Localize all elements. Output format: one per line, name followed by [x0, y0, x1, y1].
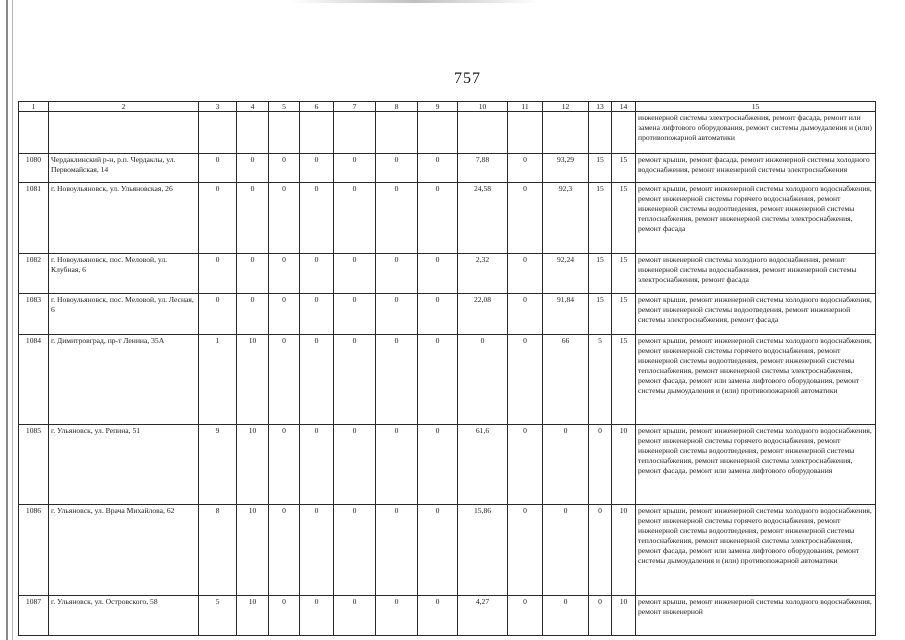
column-header: 13 [589, 102, 612, 112]
value-cell: 0 [418, 335, 458, 425]
value-cell: 0 [508, 154, 543, 183]
works-cell: инженерной системы электроснабжения, ремонт фасада, ремонт или замена лифтового оборудования, ремонт системы дымоудаления и (или) противопожарной автоматики [636, 112, 876, 154]
value-cell: 0 [199, 294, 237, 335]
row-number-cell: 1086 [19, 505, 49, 596]
row-number-cell: 1080 [19, 154, 49, 183]
value-cell: 0 [300, 335, 334, 425]
value-cell: 9 [199, 425, 237, 505]
value-cell: 0 [376, 183, 418, 254]
value-cell [543, 112, 589, 154]
register-table [18, 101, 876, 636]
value-cell [508, 112, 543, 154]
value-cell: 0 [376, 335, 418, 425]
value-cell: 92,24 [543, 254, 589, 294]
value-cell [269, 112, 300, 154]
value-cell: 0 [237, 154, 269, 183]
address-cell: г. Ульяновск, ул. Репина, 51 [49, 425, 199, 505]
value-cell: 4,27 [458, 596, 508, 636]
value-cell: 0 [589, 425, 612, 505]
column-header: 3 [199, 102, 237, 112]
value-cell [418, 112, 458, 154]
value-cell: 0 [376, 154, 418, 183]
value-cell: 10 [237, 425, 269, 505]
value-cell: 0 [334, 596, 376, 636]
value-cell: 0 [300, 183, 334, 254]
value-cell: 15 [612, 183, 636, 254]
value-cell: 0 [543, 505, 589, 596]
value-cell: 0 [300, 425, 334, 505]
value-cell: 15 [589, 294, 612, 335]
table-row [19, 425, 876, 505]
value-cell: 10 [612, 596, 636, 636]
column-header: 1 [19, 102, 49, 112]
page-number: 757 [454, 70, 481, 87]
value-cell: 10 [237, 505, 269, 596]
column-header: 10 [458, 102, 508, 112]
value-cell [612, 112, 636, 154]
value-cell: 22,08 [458, 294, 508, 335]
column-number-row [19, 102, 876, 112]
value-cell [334, 112, 376, 154]
works-cell: ремонт инженерной системы холодного водоснабжения, ремонт инженерной системы водоснабжения, ремонт инженерной системы электроснабжения, ремонт фасада [636, 254, 876, 294]
value-cell: 1 [199, 335, 237, 425]
value-cell: 0 [269, 505, 300, 596]
value-cell: 0 [269, 294, 300, 335]
address-cell: г. Новоульяновск, пос. Меловой, ул. Лесная, 6 [49, 294, 199, 335]
value-cell: 0 [376, 294, 418, 335]
value-cell: 0 [508, 596, 543, 636]
value-cell: 92,3 [543, 183, 589, 254]
value-cell: 2,32 [458, 254, 508, 294]
value-cell: 0 [199, 254, 237, 294]
table-row [19, 335, 876, 425]
value-cell: 5 [589, 335, 612, 425]
table-row [19, 112, 876, 154]
value-cell: 0 [543, 596, 589, 636]
value-cell: 0 [334, 154, 376, 183]
address-cell: Чердаклинский р-н, р.п. Чердаклы, ул. Первомайская, 14 [49, 154, 199, 183]
value-cell: 0 [418, 183, 458, 254]
table-row [19, 183, 876, 254]
column-header: 2 [49, 102, 199, 112]
column-header: 8 [376, 102, 418, 112]
value-cell: 0 [199, 183, 237, 254]
value-cell: 61,6 [458, 425, 508, 505]
table-row [19, 254, 876, 294]
value-cell: 93,29 [543, 154, 589, 183]
value-cell: 0 [418, 294, 458, 335]
column-header: 14 [612, 102, 636, 112]
row-number-cell: 1083 [19, 294, 49, 335]
value-cell [458, 112, 508, 154]
value-cell: 0 [269, 183, 300, 254]
column-header: 12 [543, 102, 589, 112]
value-cell: 0 [508, 335, 543, 425]
value-cell: 0 [508, 254, 543, 294]
table-row [19, 505, 876, 596]
value-cell: 0 [334, 425, 376, 505]
value-cell: 0 [418, 596, 458, 636]
row-number-cell [19, 112, 49, 154]
value-cell: 0 [269, 254, 300, 294]
value-cell: 15 [589, 183, 612, 254]
value-cell: 0 [508, 425, 543, 505]
value-cell: 0 [199, 154, 237, 183]
value-cell: 24,58 [458, 183, 508, 254]
value-cell: 0 [334, 294, 376, 335]
value-cell: 0 [418, 505, 458, 596]
table-row [19, 294, 876, 335]
value-cell: 15 [612, 294, 636, 335]
column-header: 15 [636, 102, 876, 112]
value-cell: 0 [300, 154, 334, 183]
value-cell [237, 112, 269, 154]
value-cell: 0 [237, 254, 269, 294]
scan-artifact [290, 0, 540, 3]
value-cell: 0 [334, 254, 376, 294]
value-cell: 0 [508, 505, 543, 596]
value-cell: 5 [199, 596, 237, 636]
value-cell: 66 [543, 335, 589, 425]
value-cell: 10 [237, 596, 269, 636]
row-number-cell: 1087 [19, 596, 49, 636]
value-cell: 15 [612, 154, 636, 183]
value-cell: 0 [237, 183, 269, 254]
value-cell: 15,86 [458, 505, 508, 596]
works-cell: ремонт крыши, ремонт инженерной системы холодного водоснабжения, ремонт инженерной системы горячего водоснабжения, ремонт инженерной системы водоотведения, ремонт инженерной системы теплоснабжения, ремонт инженерной системы электроснабжения, ремонт фасада, ремонт или замена лифтового оборудования, ремонт системы дымоудаления и (или) противопожарной автоматики [636, 335, 876, 425]
row-number-cell: 1084 [19, 335, 49, 425]
value-cell: 0 [269, 154, 300, 183]
value-cell [300, 112, 334, 154]
value-cell: 0 [269, 425, 300, 505]
value-cell: 0 [269, 335, 300, 425]
address-cell: г. Ульяновск, ул. Врача Михайлова, 62 [49, 505, 199, 596]
row-number-cell: 1085 [19, 425, 49, 505]
table-row [19, 596, 876, 636]
works-cell: ремонт крыши, ремонт инженерной системы холодного водоснабжения, ремонт инженерной системы горячего водоснабжения, ремонт инженерной системы водоотведения, ремонт инженерной системы теплоснабжения, ремонт инженерной системы электроснабжения, ремонт фасада [636, 183, 876, 254]
value-cell: 0 [300, 294, 334, 335]
column-header: 9 [418, 102, 458, 112]
value-cell: 10 [612, 425, 636, 505]
value-cell: 0 [300, 505, 334, 596]
value-cell: 10 [237, 335, 269, 425]
value-cell: 0 [376, 596, 418, 636]
value-cell: 0 [269, 596, 300, 636]
value-cell [376, 112, 418, 154]
value-cell: 0 [376, 254, 418, 294]
value-cell: 15 [612, 335, 636, 425]
value-cell: 0 [458, 335, 508, 425]
value-cell: 0 [334, 505, 376, 596]
value-cell: 0 [543, 425, 589, 505]
address-cell: г. Димитровград, пр-т Ленина, 35А [49, 335, 199, 425]
column-header: 5 [269, 102, 300, 112]
works-cell: ремонт крыши, ремонт фасада, ремонт инженерной системы холодного водоснабжения, ремонт инженерной системы электроснабжения [636, 154, 876, 183]
column-header: 6 [300, 102, 334, 112]
value-cell [589, 112, 612, 154]
value-cell: 0 [418, 254, 458, 294]
value-cell: 0 [376, 425, 418, 505]
value-cell: 0 [418, 425, 458, 505]
table-row [19, 154, 876, 183]
value-cell: 0 [334, 335, 376, 425]
address-cell [49, 112, 199, 154]
value-cell: 10 [612, 505, 636, 596]
value-cell [199, 112, 237, 154]
value-cell: 15 [589, 154, 612, 183]
value-cell: 15 [612, 254, 636, 294]
value-cell: 0 [508, 183, 543, 254]
column-header: 4 [237, 102, 269, 112]
value-cell: 0 [334, 183, 376, 254]
address-cell: г. Ульяновск, ул. Островского, 58 [49, 596, 199, 636]
works-cell: ремонт крыши, ремонт инженерной системы холодного водоснабжения, ремонт инженерной [636, 596, 876, 636]
value-cell: 8 [199, 505, 237, 596]
value-cell: 0 [508, 294, 543, 335]
address-cell: г. Новоульяновск, ул. Ульяновская, 26 [49, 183, 199, 254]
works-cell: ремонт крыши, ремонт инженерной системы холодного водоснабжения, ремонт инженерной системы горячего водоснабжения, ремонт инженерной системы водоотведения, ремонт инженерной системы теплоснабжения, ремонт инженерной системы электроснабжения, ремонт фасада, ремонт или замена лифтового оборудования [636, 425, 876, 505]
value-cell: 0 [589, 505, 612, 596]
works-cell: ремонт крыши, ремонт инженерной системы холодного водоснабжения, ремонт инженерной системы горячего водоснабжения, ремонт инженерной системы водоотведения, ремонт инженерной системы теплоснабжения, ремонт инженерной системы электроснабжения, ремонт фасада, ремонт или замена лифтового оборудования, ремонт системы дымоудаления и (или) противопожарной автоматики [636, 505, 876, 596]
value-cell: 91,84 [543, 294, 589, 335]
value-cell: 7,88 [458, 154, 508, 183]
row-number-cell: 1081 [19, 183, 49, 254]
address-cell: г. Новоульяновск, пос. Меловой, ул. Клубная, 6 [49, 254, 199, 294]
value-cell: 0 [300, 254, 334, 294]
value-cell: 0 [418, 154, 458, 183]
row-number-cell: 1082 [19, 254, 49, 294]
value-cell: 0 [300, 596, 334, 636]
value-cell: 15 [589, 254, 612, 294]
column-header: 11 [508, 102, 543, 112]
value-cell: 0 [237, 294, 269, 335]
value-cell: 0 [376, 505, 418, 596]
column-header: 7 [334, 102, 376, 112]
value-cell: 0 [589, 596, 612, 636]
works-cell: ремонт крыши, ремонт инженерной системы холодного водоснабжения, ремонт инженерной системы водоотведения, ремонт инженерной системы электроснабжения, ремонт фасада [636, 294, 876, 335]
